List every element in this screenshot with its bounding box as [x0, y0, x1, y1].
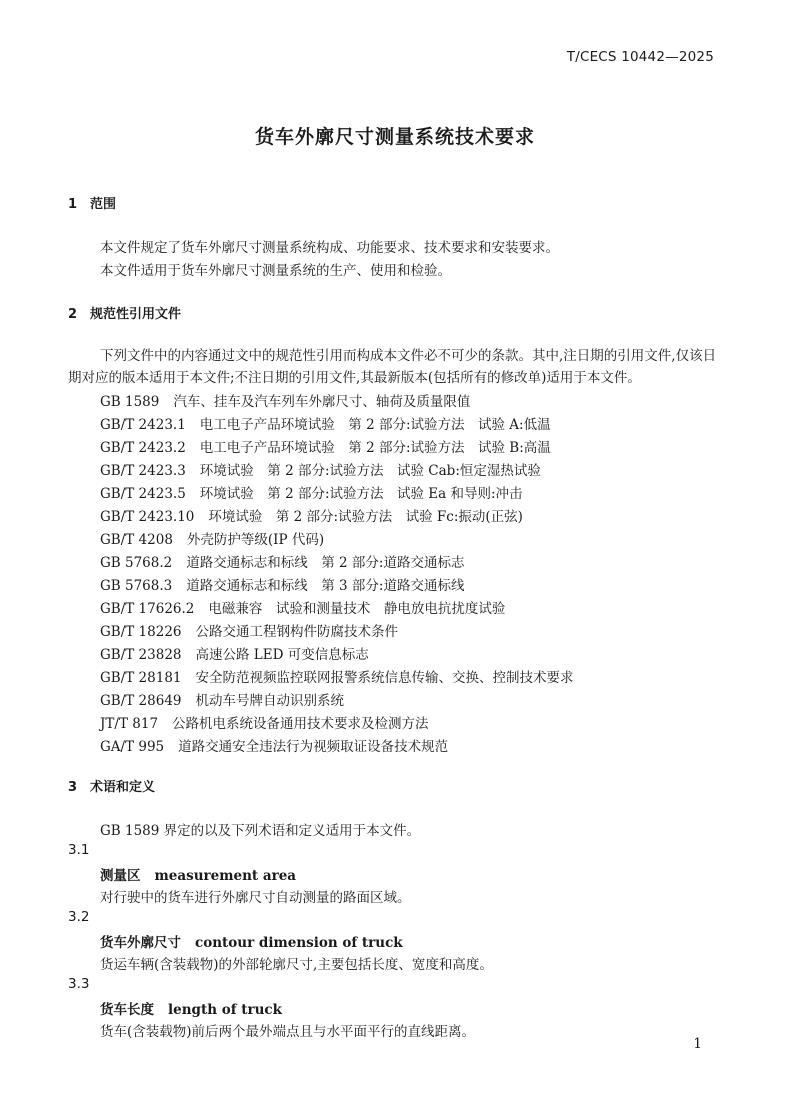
document-title: 货车外廓尺寸测量系统技术要求 — [254, 126, 535, 148]
page-number: 1 — [693, 1036, 702, 1052]
reference-item — [100, 551, 464, 571]
section-title: 范围 — [90, 197, 117, 212]
paragraph: 下列文件中的内容通过文中的规范性引用而构成本文件必不可少的条款。其中,注日期的引用文件,仅该日期对应的版本适用于本文件;不注日期的引用文件,其最新版本(包括所有的修改单)适用于本文件。 — [68, 348, 717, 386]
reference-code: GB 5768.2 — [100, 555, 173, 571]
term-entry — [100, 864, 296, 884]
section-number: 1 — [68, 197, 78, 212]
section-1-heading — [68, 193, 116, 212]
term-en: length of truck — [168, 1002, 282, 1018]
standard-code: T/CECS 10442—2025 — [566, 49, 714, 65]
reference-title: 道路交通标志和标线 第 3 部分:道路交通标线 — [186, 578, 465, 594]
term-number: 3.1 — [68, 842, 90, 858]
reference-title: 道路交通标志和标线 第 2 部分:道路交通标志 — [186, 555, 465, 571]
term-definition: 对行驶中的货车进行外廓尺寸自动测量的路面区域。 — [100, 890, 411, 906]
section-number: 2 — [68, 307, 78, 322]
term-definition: 货车(含装载物)前后两个最外端点且与水平面平行的直线距离。 — [100, 1024, 476, 1040]
reference-code: GB 5768.3 — [100, 578, 173, 594]
reference-title: 汽车、挂车及汽车列车外廓尺寸、轴荷及质量限值 — [173, 394, 471, 410]
reference-item — [100, 666, 574, 686]
reference-title: 环境试验 第 2 部分:试验方法 试验 Ea 和导则:冲击 — [199, 486, 523, 502]
paragraph: GB 1589 界定的以及下列术语和定义适用于本文件。 — [100, 823, 421, 839]
term-number: 3.3 — [68, 976, 90, 992]
section-title: 术语和定义 — [90, 780, 156, 795]
reference-item — [100, 436, 551, 456]
reference-title: 公路机电系统设备通用技术要求及检测方法 — [172, 716, 429, 732]
term-entry — [100, 931, 403, 951]
reference-item — [100, 413, 551, 433]
reference-code: GB/T 4208 — [100, 532, 173, 548]
reference-title: 公路交通工程钢构件防腐技术条件 — [195, 624, 398, 640]
section-number: 3 — [68, 780, 78, 795]
reference-item — [100, 597, 505, 617]
reference-item — [100, 689, 344, 709]
reference-title: 高速公路 LED 可变信息标志 — [195, 647, 369, 663]
reference-title: 机动车号牌自动识别系统 — [195, 693, 344, 709]
reference-item — [100, 505, 523, 525]
term-en: measurement area — [154, 868, 297, 884]
reference-item — [100, 482, 523, 502]
term-cn: 货车外廓尺寸 — [100, 935, 181, 951]
reference-item — [100, 528, 324, 548]
reference-code: GB/T 28181 — [100, 670, 182, 686]
reference-code: GB/T 2423.10 — [100, 509, 195, 525]
term-cn: 货车长度 — [100, 1002, 154, 1018]
reference-title: 电工电子产品环境试验 第 2 部分:试验方法 试验 B:高温 — [199, 440, 551, 456]
reference-item — [100, 643, 369, 663]
paragraph: 本文件规定了货车外廓尺寸测量系统构成、功能要求、技术要求和安装要求。 — [100, 240, 559, 256]
reference-item — [100, 712, 429, 732]
reference-code: GB/T 18226 — [100, 624, 182, 640]
reference-code: GB/T 2423.3 — [100, 463, 186, 479]
reference-title: 电磁兼容 试验和测量技术 静电放电抗扰度试验 — [208, 601, 506, 617]
reference-item — [100, 574, 464, 594]
reference-item — [100, 459, 541, 479]
reference-code: GB/T 2423.1 — [100, 417, 186, 433]
reference-item — [100, 390, 470, 410]
reference-code: GB/T 23828 — [100, 647, 182, 663]
section-2-heading — [68, 303, 181, 322]
reference-code: GB/T 28649 — [100, 693, 182, 709]
term-en: contour dimension of truck — [195, 935, 403, 951]
reference-code: GB/T 2423.2 — [100, 440, 186, 456]
reference-code: GB 1589 — [100, 394, 160, 410]
reference-code: GB/T 2423.5 — [100, 486, 186, 502]
term-entry — [100, 998, 282, 1018]
reference-item — [100, 735, 448, 755]
term-definition: 货运车辆(含装载物)的外部轮廓尺寸,主要包括长度、宽度和高度。 — [100, 957, 493, 973]
reference-item — [100, 620, 398, 640]
reference-title: 电工电子产品环境试验 第 2 部分:试验方法 试验 A:低温 — [199, 417, 551, 433]
paragraph: 本文件适用于货车外廓尺寸测量系统的生产、使用和检验。 — [100, 263, 451, 279]
reference-code: JT/T 817 — [100, 716, 159, 732]
section-title: 规范性引用文件 — [90, 307, 182, 322]
term-cn: 测量区 — [100, 868, 141, 884]
reference-title: 道路交通安全违法行为视频取证设备技术规范 — [178, 739, 449, 755]
term-number: 3.2 — [68, 909, 90, 925]
reference-code: GA/T 995 — [100, 739, 165, 755]
reference-title: 环境试验 第 2 部分:试验方法 试验 Fc:振动(正弦) — [208, 509, 523, 525]
section-3-heading — [68, 776, 155, 795]
reference-title: 环境试验 第 2 部分:试验方法 试验 Cab:恒定湿热试验 — [199, 463, 541, 479]
reference-title: 安全防范视频监控联网报警系统信息传输、交换、控制技术要求 — [195, 670, 574, 686]
reference-title: 外壳防护等级(IP 代码) — [186, 532, 325, 548]
reference-code: GB/T 17626.2 — [100, 601, 195, 617]
